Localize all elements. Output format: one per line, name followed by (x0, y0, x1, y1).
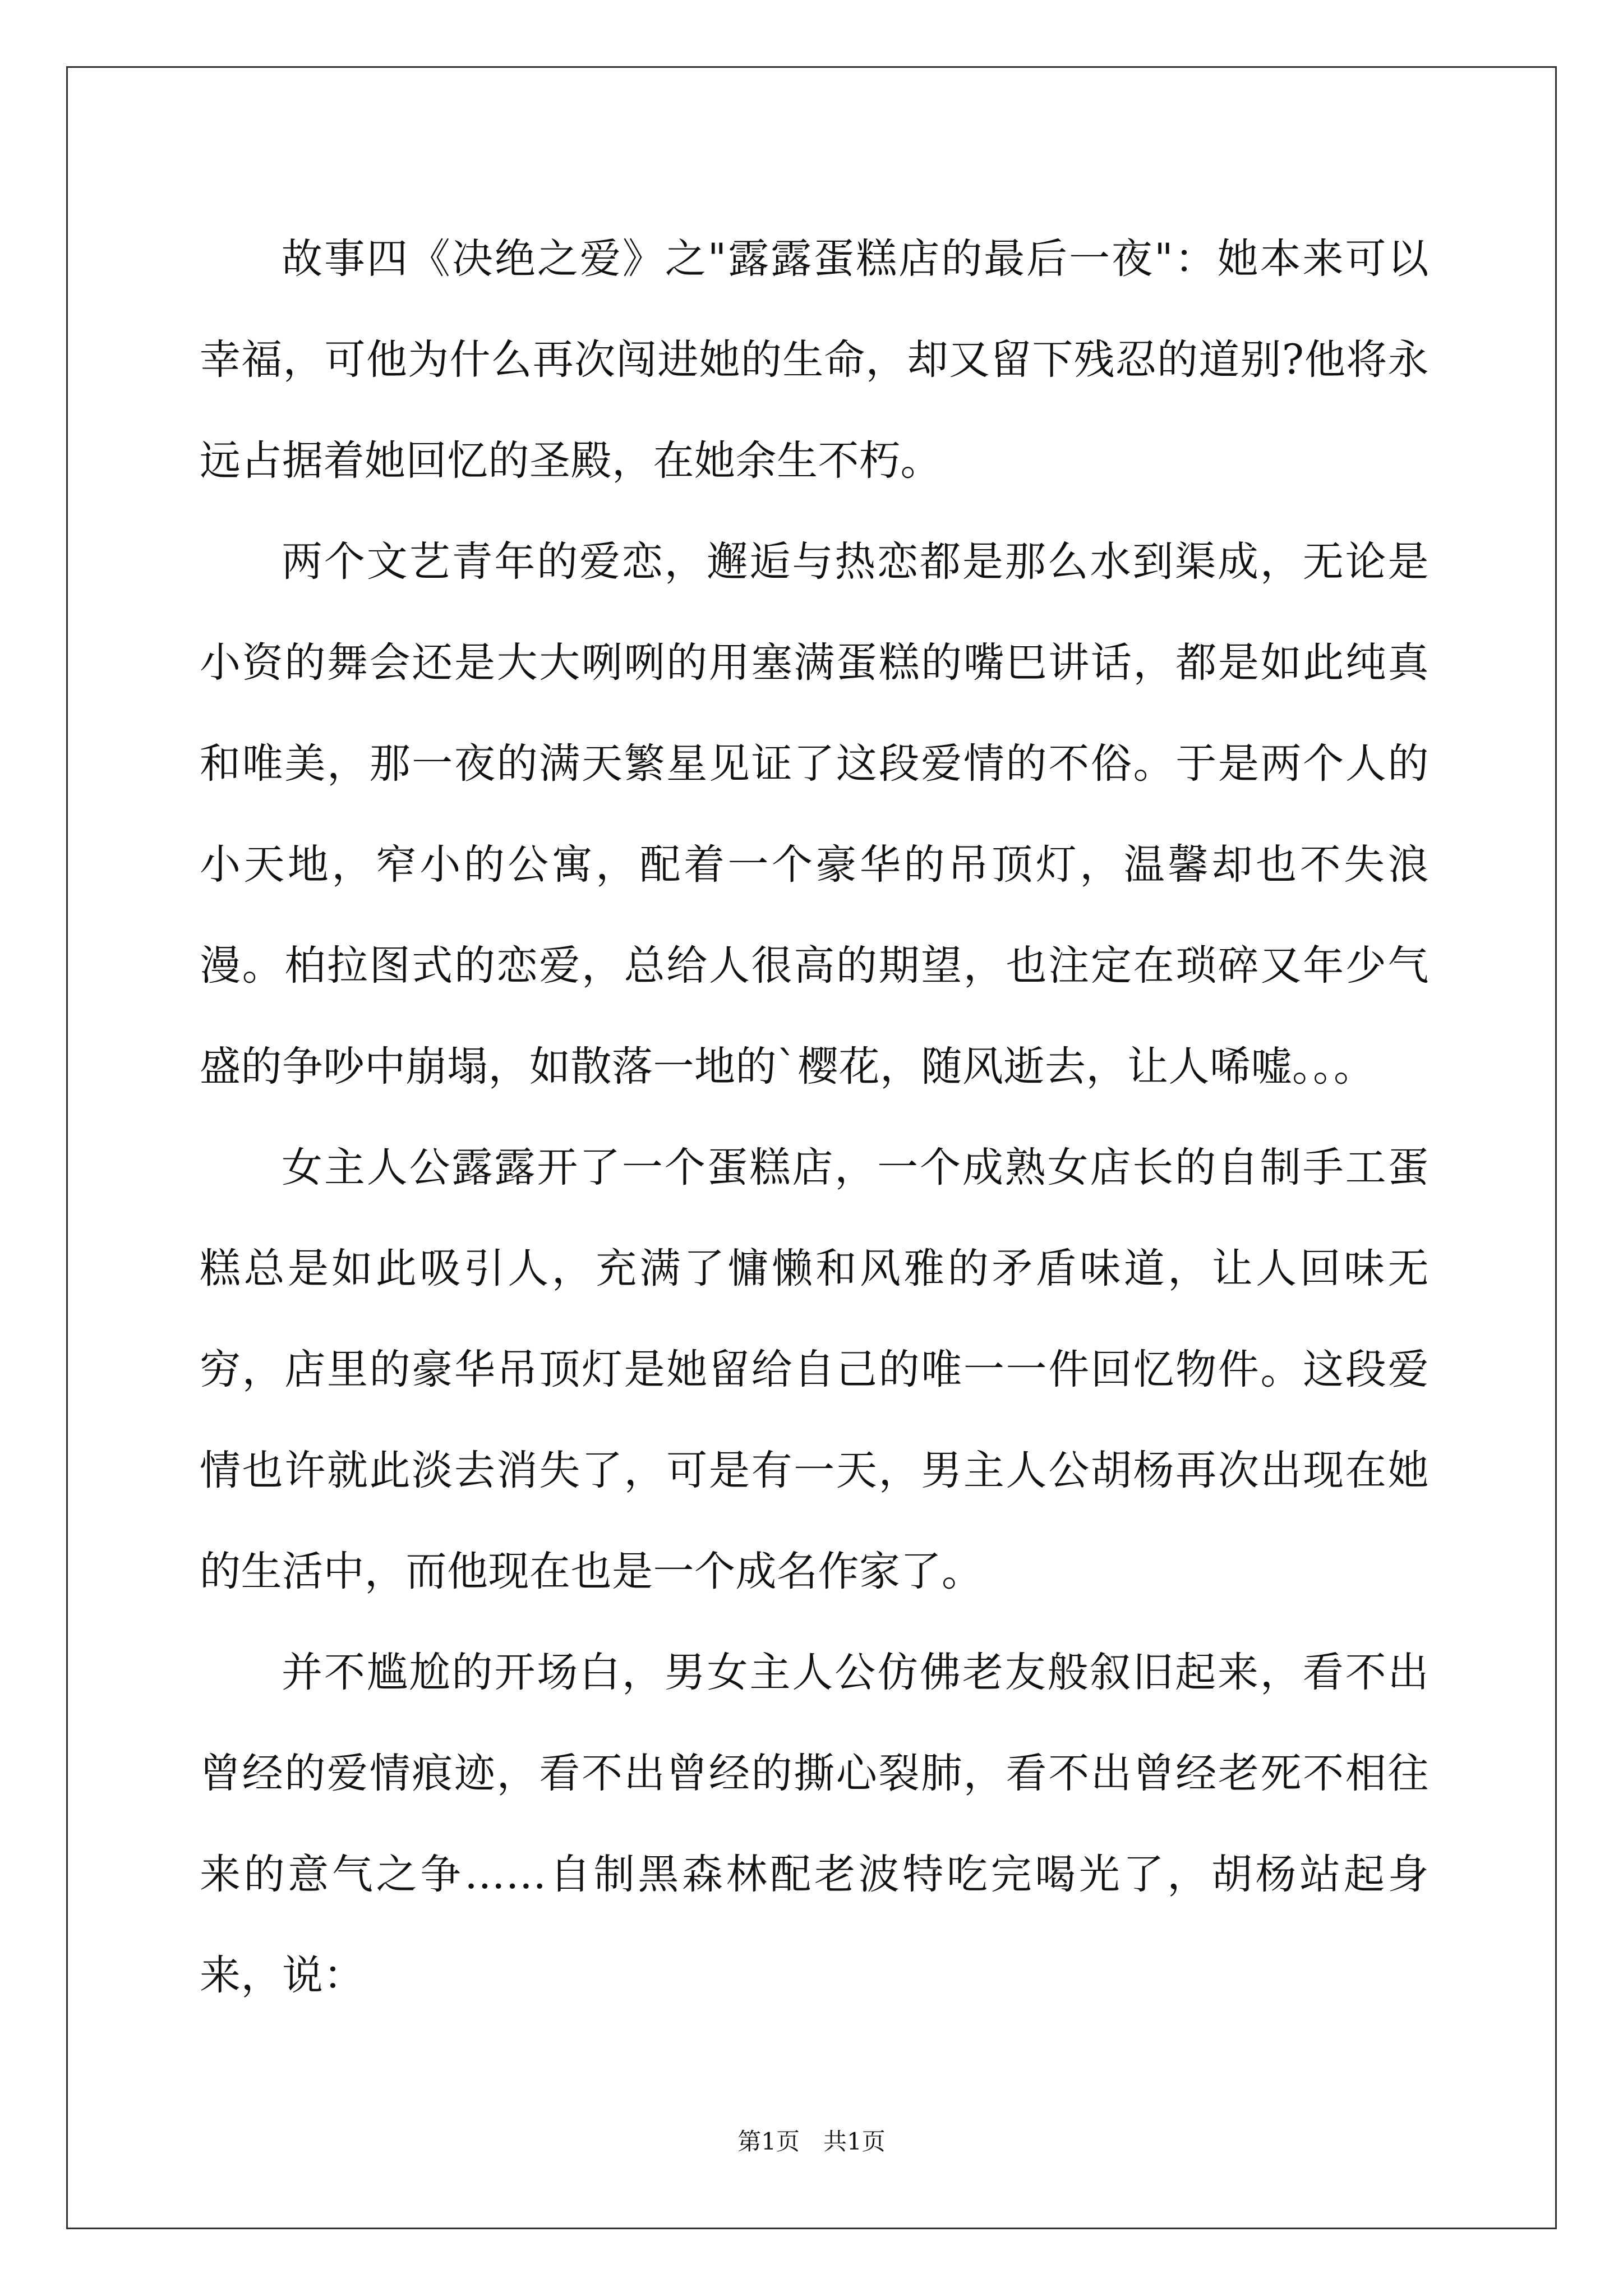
document-body (200, 209, 1429, 2026)
paragraph-4: 并不尴尬的开场白，男女主人公仿佛老友般叙旧起来，看不出曾经的爱情痕迹，看不出曾经的撕心裂肺，看不出曾经老死不相往来的意气之争……自制黑森林配老波特吃完喝光了，胡杨站起身来，说： (200, 1649, 1429, 1999)
paragraph-3: 女主人公露露开了一个蛋糕店，一个成熟女店长的自制手工蛋糕总是如此吸引人，充满了慵懒和风雅的矛盾味道，让人回味无穷，店里的豪华吊顶灯是她留给自己的唯一一件回忆物件。这段爱情也许就此淡去消失了，可是有一天，男主人公胡杨再次出现在她的生活中，而他现在也是一个成名作家了。 (200, 1144, 1429, 1595)
paragraph-1: 故事四《决绝之爱》之"露露蛋糕店的最后一夜"：她本来可以幸福，可他为什么再次闯进她的生命，却又留下残忍的道别?他将永远占据着她回忆的圣殿，在她余生不朽。 (200, 235, 1429, 485)
paragraph-2: 两个文艺青年的爱恋，邂逅与热恋都是那么水到渠成，无论是小资的舞会还是大大咧咧的用塞满蛋糕的嘴巴讲话，都是如此纯真和唯美，那一夜的满天繁星见证了这段爱情的不俗。于是两个人的小天地，窄小的公寓，配着一个豪华的吊顶灯，温馨却也不失浪漫。柏拉图式的恋爱，总给人很高的期望，也注定在琐碎又年少气盛的争吵中崩塌，如散落一地的`樱花，随风逝去，让人唏嘘。。。 (200, 538, 1429, 1091)
page-number: 第1页 共1页 (737, 2128, 886, 2155)
